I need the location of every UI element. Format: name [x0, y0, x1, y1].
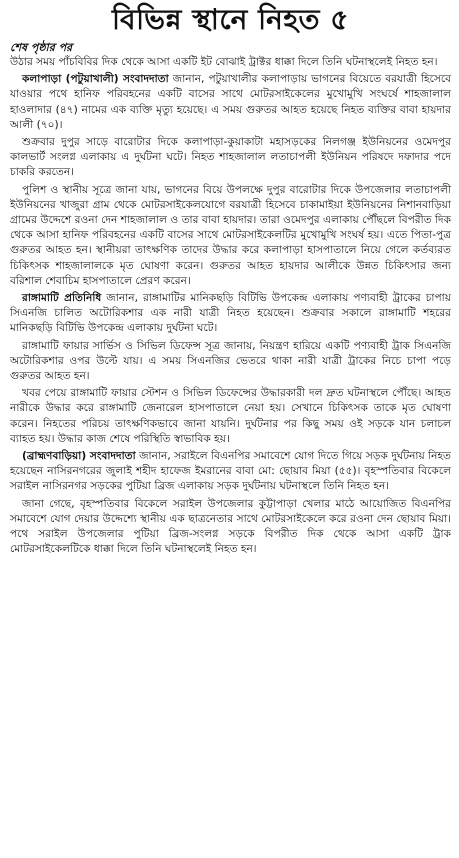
continued-label: শেষ পৃষ্ঠার পর: [10, 41, 73, 54]
paragraph-9: [10, 497, 451, 558]
paragraph-text: জানান, পটুয়াখালীর কলাপাড়ায় ভাগনের বিয়েতে বরযাত্রী হিসেবে যাওয়ার পথে হানিফ পরিবহনের একটি বাসের সাথে মোটরসাইকেলের মুখোমুখি সংঘর্ষে শাহজালাল হাওলাদার (৪৭) নামের এক ব্যক্তি মৃত্যু হয়েছে। এ সময় গুরুতর আহত হয়েছে নিহত ব্যক্তির বাবা হায়দার আলী (৭০)।: [10, 73, 451, 131]
paragraph-5: [10, 291, 451, 337]
paragraph-text: খবর পেয়ে রাঙ্গামাটি ফায়ার স্টেশন ও সিভিল ডিফেন্সের উদ্ধারকারী দল দ্রুত ঘটনাস্থলে পৌঁছে। আহত নারীকে উদ্ধার করে রাঙ্গামাটি জেনারেল হাসপাতালে নেয়া হয়। সেখানে চিকিৎসক তাকে মৃত ঘোষণা করেন। নিহতের পরিচয় তাৎক্ষণিকভাবে জানা যায়নি। দুর্ঘটনার পর কিছু সময় ওই সড়কে যান চলাচল ব্যাহত হয়। উদ্ধার কাজ শেষে পরিস্থিতি স্বাভাবিক হয়।: [10, 387, 451, 445]
paragraph-1: [10, 55, 451, 70]
paragraph-text: জানান, সরাইলে বিএনপির সমাবেশে যোগ দিতে গিয়ে সড়ক দুর্ঘটনায় নিহত হয়েছেন নাসিরনগরের জুলাই শহীদ হাফেজ ইমরানের বাবা মো: ছোয়াব মিয়া (৫৫)। বৃহস্পতিবার বিকেলে সরাইল নাসিরনগর সড়কের পুটিয়া ব্রিজ এলাকায় সড়ক দুর্ঘটনায় ঘটনাস্থলে তিনি নিহত হন।: [10, 450, 452, 493]
paragraph-7: [10, 386, 451, 447]
headline: বিভিন্ন স্থানে নিহত ৫: [112, 3, 349, 36]
paragraph-text: রাঙ্গামাটি ফায়ার সার্ভিস ও সিভিল ডিফেন্স সূত্র জানায়, নিয়ন্ত্রণ হারিয়ে একটি পণ্যবাহী ট্রাক সিএনজি অটোরিকশার ওপর উল্টে যায়। এ সময় সিএনজির ভেতরে থাকা নারী যাত্রী ট্রাকের নিচে চাপা পড়ে গুরুতর আহত হন।: [10, 339, 451, 383]
dateline-brahmanbaria: (ব্রাহ্মণবাড়িয়া) সংবাদদাতা: [22, 450, 136, 463]
paragraph-text: জানা গেছে, বৃহস্পতিবার বিকেলে সরাইল উপজেলার কুট্টাপাড়া খেলার মাঠে আয়োজিত বিএনপির সমাবেশে যোগ দেয়ার উদ্দেশ্যে স্থানীয় এক ছাত্রনেতার সাথে মোটরসাইকেলে করে রওনা দেন ছোয়াব মিয়া। পথে সরাইল উপজেলার পুটিয়া ব্রিজ-সংলগ্ন সড়কে বিপরীত দিক থেকে আসা একটি ট্রাক মোটরসাইকেলটিকে ধাক্কা দিলে তিনি ঘটনাস্থলেই নিহত হন।: [10, 497, 451, 556]
paragraph-3: [10, 135, 451, 181]
paragraph-text: পুলিশ ও স্থানীয় সূত্রে জানা যায়, ভাগনের বিয়ে উপলক্ষে দুপুর বারোটার দিকে উপজেলার লতাচাপলী ইউনিয়নের খাজুরা গ্রাম থেকে মোটরসাইকেলযোগে বরযাত্রী হিসেবে চাকামাইয়া ইউনিয়নের নিশানবাড়িয়া গ্রামের উদ্দেশে রওনা দেন শাহজালাল ও তার বাবা হায়দার। তারা ওমেদপুর এলাকায় পৌঁছলে বিপরীত দিক থেকে আসা হানিফ পরিবহনের একটি বাসের সাথে মোটরসাইকেলটির মুখোমুখি সংঘর্ষ হয়। এতে পিতা-পুত্র গুরুতর আহত হন। স্থানীয়রা তাৎক্ষণিক তাদের উদ্ধার করে কলাপাড়া হাসপাতালে নিয়ে গেলে কর্তব্যরত চিকিৎসক শাহজালালকে মৃত ঘোষণা করেন। গুরুতর আহত হায়দার আলীকে উন্নত চিকিৎসার জন্য বরিশাল শেবাচিম হাসপাতালে প্রেরণ করেন।: [10, 183, 451, 287]
dateline-rangamati: রাঙ্গামাটি প্রতিনিধি: [22, 292, 102, 305]
paragraph-text: জানান, রাঙ্গামাটির মানিকছড়ি বিটিভি উপকেন্দ্র এলাকায় পণ্যবাহী ট্রাকের চাপায় সিএনজি চালিত অটোরিকশার এক নারী যাত্রী নিহত হয়েছেন। শুক্রবার সকালে রাঙ্গামাটি শহরের মানিকছড়ি বিটিভি উপকেন্দ্র এলাকায় দুর্ঘটনা ঘটে।: [10, 292, 451, 335]
paragraph-8: [10, 449, 451, 495]
paragraph-2: [10, 72, 451, 133]
paragraph-text: শুক্রবার দুপুর সাড়ে বারোটার দিকে কলাপাড়া-কুয়াকাটা মহাসড়কের নিলগঞ্জ ইউনিয়নের ওমেদপুর কালভার্ট সংলগ্ন এলাকায় এ দুর্ঘটনা ঘটে। নিহত শাহজালাল লতাচাপলী ইউনিয়ন পরিষদে দফাদার পদে চাকরি করতেন।: [10, 136, 451, 179]
dateline-kalapara: কলাপাড়া (পটুয়াখালী) সংবাদদাতা: [22, 73, 169, 86]
paragraph-6: [10, 339, 451, 385]
paragraph-text: উঠার সময় পাঁচবিবির দিক থেকে আসা একটি ইট বোঝাই ট্রাক্টর ধাক্কা দিলে তিনি ঘটনাস্থলেই নিহত হন।: [10, 56, 438, 68]
paragraph-4: [10, 183, 451, 289]
article-body: [10, 55, 451, 558]
